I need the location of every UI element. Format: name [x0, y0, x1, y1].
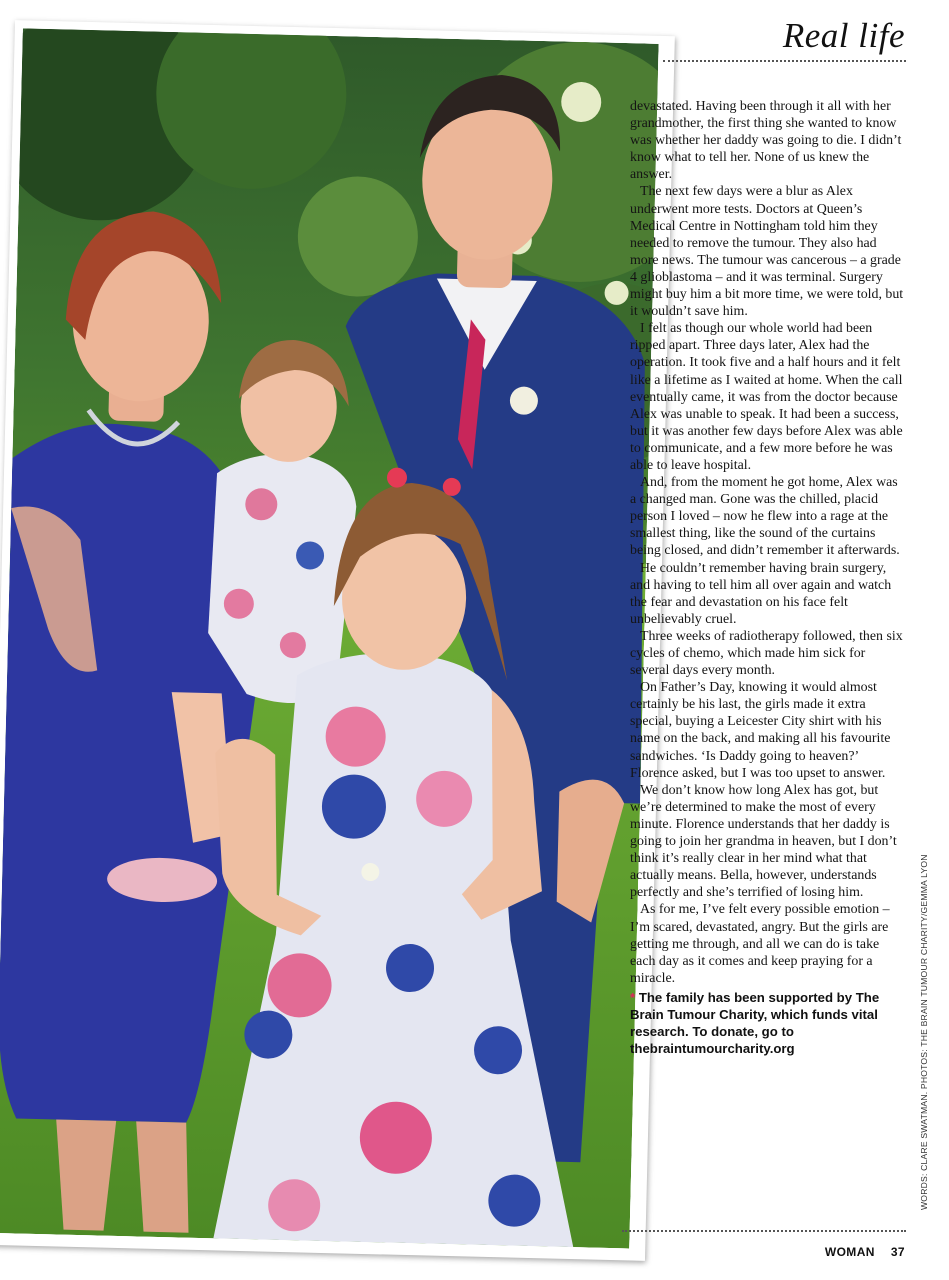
family-photo: [0, 28, 659, 1248]
article-body: [630, 98, 905, 1057]
asterisk-icon: *: [630, 989, 636, 1005]
magazine-name: WOMAN: [824, 1245, 875, 1259]
article-paragraph: We don’t know how long Alex has got, but we’re determined to make the most of every minute. Florence understands that her daddy is going to join her grandma in heaven, but I don’t think it’s really clear in her mind what that actually means. Bella, however, understands perfectly and she’s terrified of losing him.: [630, 782, 897, 901]
article-paragraph: As for me, I’ve felt every possible emotion – I’m scared, devastated, angry. But the girls are getting me through, and all we can do is take each day as it comes and keep praying for a miracle.: [630, 902, 890, 986]
article-paragraph: devastated. Having been through it all with her grandmother, the first thing she wanted to know was whether her daddy was going to die. I didn’t know what to tell her. None of us knew the answer.: [630, 99, 902, 183]
article-paragraph: On Father’s Day, knowing it would almost certainly be his last, the girls made it extra special, buying a Leicester City shirt with his name on the back, and making all his favourite sandwiches. ‘Is Daddy going to heaven?’ Florence asked, but I was too upset to answer.: [630, 680, 891, 781]
header-dotted-rule: [663, 60, 906, 62]
page-footer: [825, 1245, 905, 1259]
charity-support-note: [630, 989, 905, 1057]
support-note-text: The family has been supported by The Brain Tumour Charity, which funds vital research. To donate, go to thebraintumourcharity.org: [630, 989, 880, 1057]
article-paragraph: I felt as though our whole world had been ripped apart. Three days later, Alex had the operation. It took five and a half hours and it felt like a lifetime as I waited at home. When the call eventually came, it was from the doctor because Alex was unable to speak. It had been a success, but it was another few days before Alex was able to communicate, and a few more before he was able to leave hospital.: [630, 321, 903, 473]
photo-credits: WORDS: CLARE SWATMAN. PHOTOS: THE BRAIN TUMOUR CHARITY/GEMMA LYON: [919, 854, 929, 1210]
article-paragraph: And, from the moment he got home, Alex was a changed man. Gone was the chilled, placid person I loved – now he flew into a rage at the smallest thing, like the sound of the curtains being closed, and didn’t remember it afterwards.: [630, 475, 900, 559]
article-paragraph: Three weeks of radiotherapy followed, then six cycles of chemo, which made him sick for several days every month.: [630, 628, 903, 679]
family-photo-frame: [0, 20, 675, 1261]
article-paragraph: He couldn’t remember having brain surgery, and having to tell him all over again and watch the fear and devastation on his face felt unbelievably cruel.: [630, 560, 892, 627]
article-paragraph: The next few days were a blur as Alex underwent more tests. Doctors at Queen’s Medical Centre in Nottingham told him they needed to remove the tumour. They also had more news. The tumour was cancerous – a grade 4 glioblastoma – and it was terminal. Surgery might buy him a bit more time, we were told, but it wouldn’t save him.: [630, 184, 904, 320]
page-number: 37: [890, 1245, 905, 1259]
footer-dotted-rule: [622, 1230, 906, 1232]
section-title: Real life: [782, 16, 905, 55]
